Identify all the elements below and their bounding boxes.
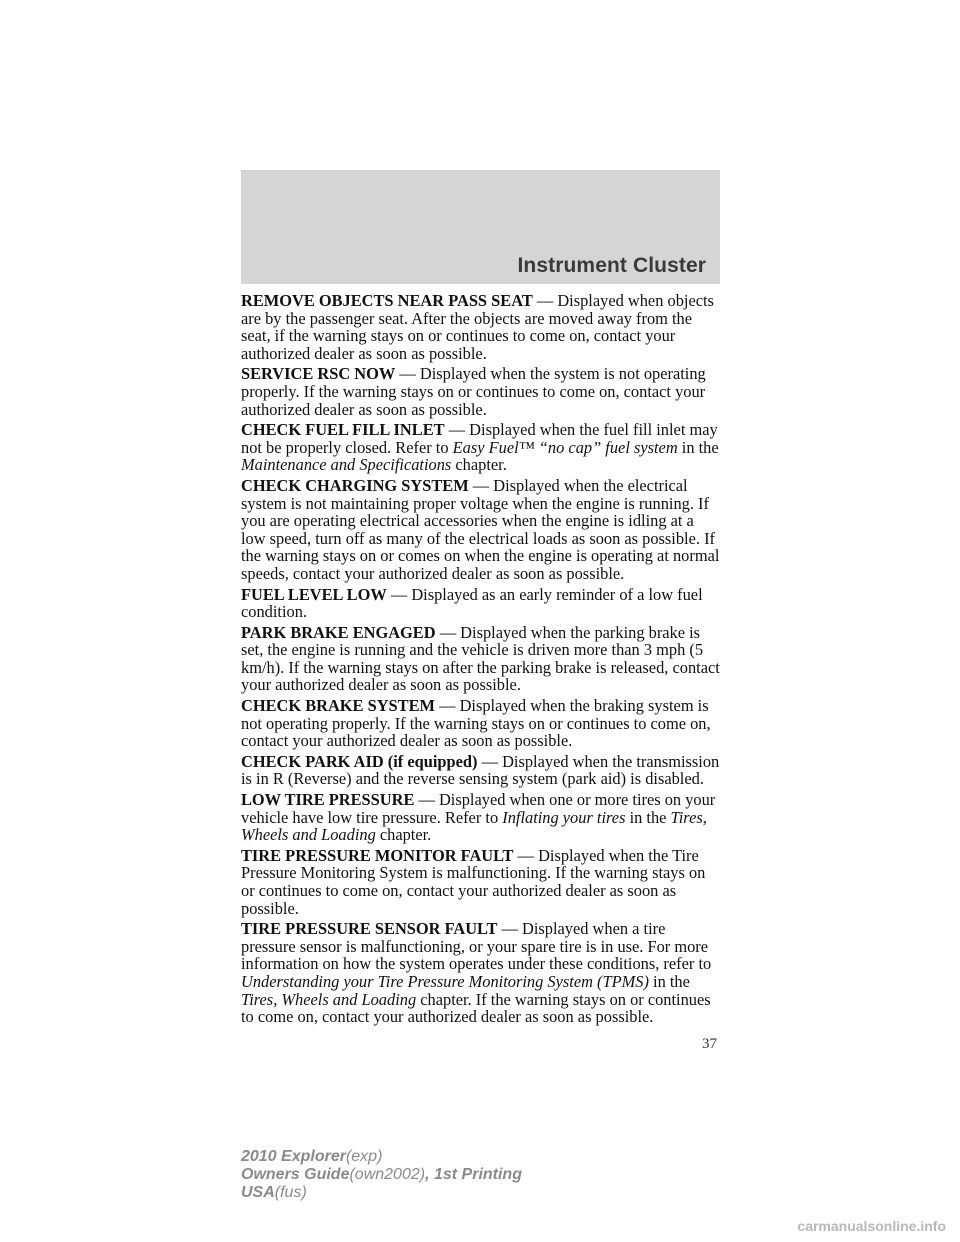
entry-term: TIRE PRESSURE SENSOR FAULT	[241, 919, 498, 939]
footer-guide: Owners Guide	[241, 1166, 350, 1183]
entry-text: — Displayed when the transmission is in R (Reverse) and the reverse sensing system (park aid) is disabled.	[241, 751, 720, 789]
entry-text: — Displayed when a tire pressure sensor is malfunctioning, or your spare tire is in use. For more information on how the system operates under these conditions, refer to	[241, 919, 712, 974]
entry-text: in the	[677, 437, 719, 457]
entry-check-brake-system	[241, 697, 721, 750]
entry-text: — Displayed when the Tire Pressure Monitoring System is malfunctioning. If the warning stays on or continues to come on, contact your authorized dealer as soon as possible.	[241, 845, 706, 918]
entry-park-brake-engaged	[241, 624, 721, 694]
entry-term: CHECK FUEL FILL INLET	[241, 420, 445, 440]
entry-reference: Understanding your Tire Pressure Monitoring System (TPMS)	[241, 971, 649, 991]
entry-chapter-reference: Tires, Wheels and Loading	[241, 807, 707, 845]
footer-model-code: (exp)	[345, 1148, 383, 1165]
footer-line-model	[241, 1148, 522, 1166]
entry-tire-pressure-monitor-fault	[241, 847, 721, 917]
entry-term: FUEL LEVEL LOW	[241, 584, 387, 604]
footer-guide-code: (own2002)	[349, 1166, 426, 1183]
entry-text: — Displayed when the braking system is not operating properly. If the warning stays on or continues to come on, contact your authorized dealer as soon as possible.	[241, 696, 711, 751]
entry-reference: Inflating your tires	[502, 807, 626, 827]
entry-text: — Displayed when the fuel fill inlet may not be properly closed. Refer to	[241, 420, 718, 457]
entry-term: SERVICE RSC NOW	[241, 364, 396, 384]
footer-model: 2010 Explorer	[241, 1148, 346, 1165]
footer-line-guide	[241, 1166, 522, 1184]
chapter-header-band	[241, 170, 720, 284]
entry-tire-pressure-sensor-fault	[241, 920, 721, 1026]
entry-fuel-level-low	[241, 586, 721, 621]
entry-term: REMOVE OBJECTS NEAR PASS SEAT	[241, 291, 533, 310]
entry-text: in the	[625, 807, 671, 827]
entry-remove-objects	[241, 292, 721, 362]
print-footer	[241, 1148, 522, 1202]
entry-check-park-aid	[241, 753, 721, 788]
entry-text: — Displayed when objects are by the passenger seat. After the objects are moved away from the seat, if the warning stays on or continues to come on, contact your authorized dealer as soon as possible.	[241, 291, 714, 363]
entry-term: CHECK PARK AID (if equipped)	[241, 751, 478, 771]
entry-term: PARK BRAKE ENGAGED	[241, 622, 436, 642]
entry-text: chapter.	[451, 455, 507, 475]
entry-check-charging-system	[241, 477, 721, 583]
entry-text: — Displayed when the system is not operating properly. If the warning stays on or continues to come on, contact your authorized dealer as soon as possible.	[241, 364, 706, 419]
entry-low-tire-pressure	[241, 791, 721, 844]
entry-term: CHECK BRAKE SYSTEM	[241, 696, 435, 716]
chapter-title: Instrument Cluster	[517, 254, 706, 277]
message-list	[241, 292, 721, 1029]
entry-term: CHECK CHARGING SYSTEM	[241, 475, 469, 495]
entry-text: — Displayed as an early reminder of a low fuel condition.	[241, 584, 703, 622]
entry-reference: Easy Fuel™ “no cap” fuel system	[452, 437, 678, 457]
entry-text: chapter.	[375, 825, 432, 845]
entry-chapter-reference: Tires, Wheels and Loading	[241, 989, 417, 1009]
entry-check-fuel-fill-inlet	[241, 421, 721, 474]
entry-term: TIRE PRESSURE MONITOR FAULT	[241, 845, 514, 865]
entry-service-rsc	[241, 365, 721, 418]
footer-line-market	[241, 1184, 522, 1202]
entry-text: in the	[648, 971, 690, 991]
footer-market: USA	[241, 1184, 275, 1201]
page-number: 37	[702, 1036, 717, 1052]
entry-text: — Displayed when one or more tires on your vehicle have low tire pressure. Refer to	[241, 790, 716, 827]
entry-term: LOW TIRE PRESSURE	[241, 790, 415, 810]
footer-market-code: (fus)	[274, 1184, 307, 1201]
watermark: carmanualsonline.info	[797, 1218, 946, 1234]
footer-printing: , 1st Printing	[425, 1166, 522, 1183]
entry-text: — Displayed when the parking brake is set, the engine is running and the vehicle is driven more than 3 mph (5 km/h). If the warning stays on after the parking brake is released, contact your authorized dealer as soon as possible.	[241, 622, 720, 695]
entry-text: chapter. If the warning stays on or continues to come on, contact your authorized dealer as soon as possible.	[241, 989, 711, 1027]
entry-text: — Displayed when the electrical system is not maintaining proper voltage when the engine is running. If you are operating electrical accessories when the engine is idling at a low speed, turn off as many of the electrical loads as soon as possible. If the warning stays on or comes on when the engine is operating at normal speeds, contact your authorized dealer as soon as possible.	[241, 475, 720, 583]
entry-chapter-reference: Maintenance and Specifications	[241, 455, 452, 475]
